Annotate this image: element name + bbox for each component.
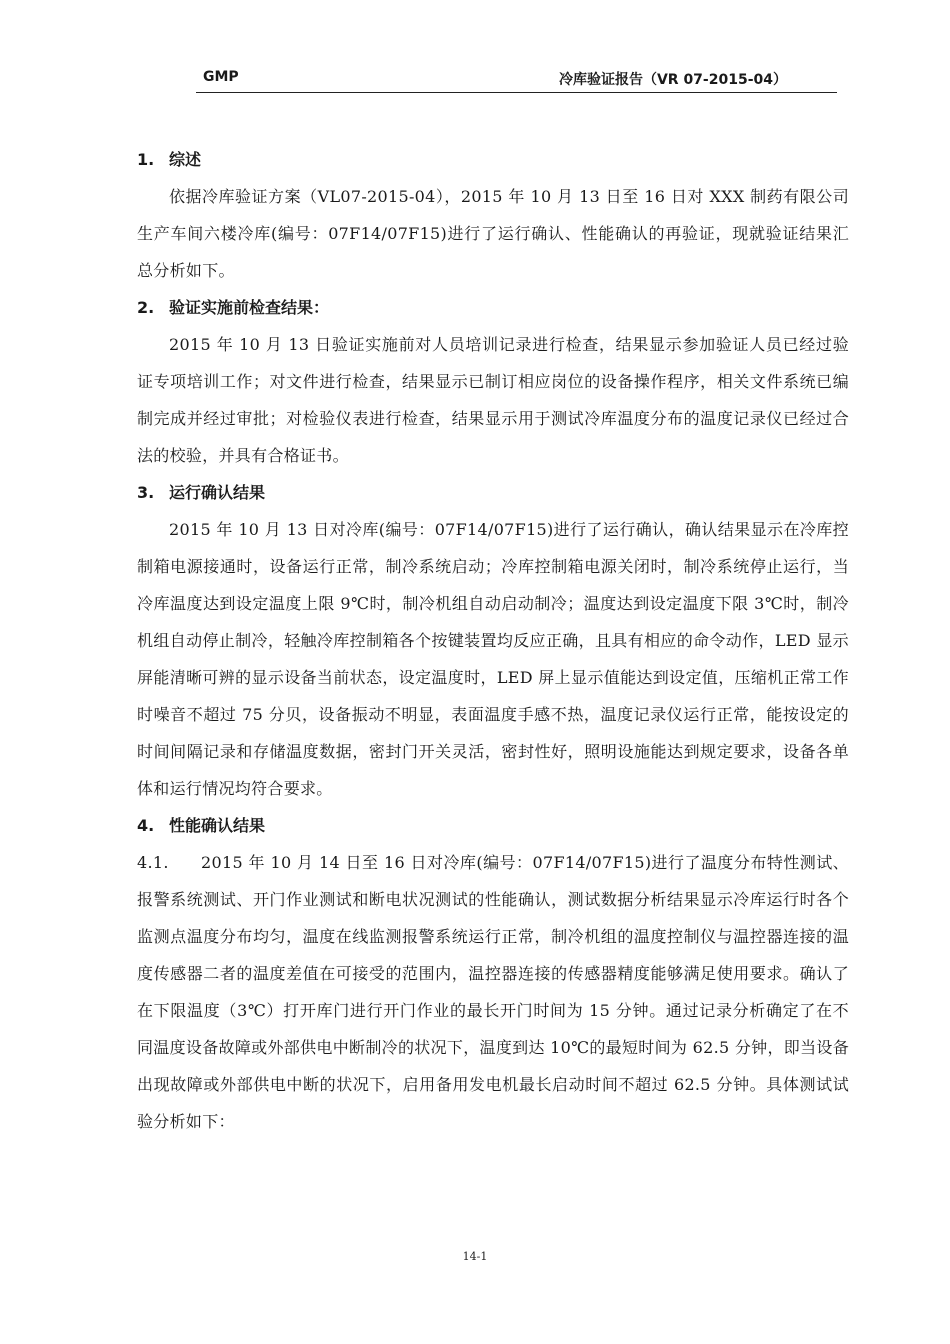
header-report-title: 冷库验证报告（VR 07-2015-04） [558, 72, 787, 88]
section-title: 性能确认结果 [169, 816, 266, 835]
section-paragraph-4 [137, 844, 849, 1140]
subsection-number: 4.1. [137, 853, 169, 872]
section-heading-3 [137, 474, 849, 511]
section-heading-4 [137, 807, 849, 844]
document-body [137, 141, 849, 1140]
page-header [196, 68, 837, 93]
section-paragraph-1: 依据冷库验证方案（VL07-2015-04），2015 年 10 月 13 日至 16 日对 XXX 制药有限公司生产车间六楼冷库(编号：07F14/07F15)进行了运行确认、性能确认的再验证，现就验证结果汇总分析如下。 [137, 187, 849, 280]
section-number: 2. [137, 298, 155, 317]
section-heading-2 [137, 289, 849, 326]
section-title: 综述 [169, 150, 202, 169]
section-number: 4. [137, 816, 155, 835]
header-left-label: GMP [203, 69, 239, 85]
section-paragraph-3: 2015 年 10 月 13 日对冷库(编号：07F14/07F15)进行了运行确认，确认结果显示在冷库控制箱电源接通时，设备运行正常，制冷系统启动；冷库控制箱电源关闭时，制冷系统停止运行，当冷库温度达到设定温度上限 9℃时，制冷机组自动启动制冷；温度达到设定温度下限 3℃时，制冷机组自动停止制冷，轻触冷库控制箱各个按键装置均反应正确，且具有相应的命令动作，LED 显示屏能清晰可辨的显示设备当前状态，设定温度时，LED 屏上显示值能达到设定值，压缩机正常工作时噪音不超过 75 分贝，设备振动不明显，表面温度手感不热，温度记录仪运行正常，能按设定的时间间隔记录和存储温度数据，密封门开关灵活，密封性好，照明设施能达到规定要求，设备各单体和运行情况均符合要求。 [137, 520, 849, 798]
section-number: 3. [137, 483, 155, 502]
section-title: 运行确认结果 [169, 483, 266, 502]
section-number: 1. [137, 150, 155, 169]
section-title: 验证实施前检查结果： [169, 298, 330, 317]
section-heading-1 [137, 141, 849, 178]
subsection-text: 2015 年 10 月 14 日至 16 日对冷库(编号：07F14/07F15)进行了温度分布特性测试、报警系统测试、开门作业测试和断电状况测试的性能确认，测试数据分析结果显示冷库运行时各个监测点温度分布均匀，温度在线监测报警系统运行正常，制冷机组的温度控制仪与温控器连接的温度传感器二者的温度差值在可接受的范围内，温控器连接的传感器精度能够满足使用要求。确认了在下限温度（3℃）打开库门进行开门作业的最长开门时间为 15 分钟。通过记录分析确定了在不同温度设备故障或外部供电中断制冷的状况下，温度到达 10℃的最短时间为 62.5 分钟，即当设备出现故障或外部供电中断的状况下，启用备用发电机最长启动时间不超过 62.5 分钟。具体测试试验分析如下： [137, 853, 849, 1131]
section-paragraph-2: 2015 年 10 月 13 日验证实施前对人员培训记录进行检查，结果显示参加验证人员已经过验证专项培训工作；对文件进行检查，结果显示已制订相应岗位的设备操作程序，相关文件系统已编制完成并经过审批；对检验仪表进行检查，结果显示用于测试冷库温度分布的温度记录仪已经过合法的校验，并具有合格证书。 [137, 335, 849, 465]
page-number: 14-1 [462, 1250, 488, 1263]
